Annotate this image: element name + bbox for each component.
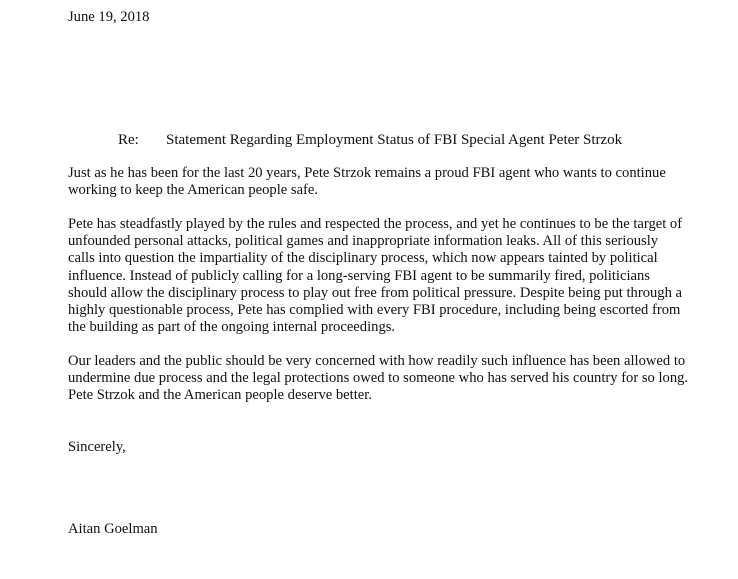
- paragraph-line: should allow the disciplinary process to play out free from political pressure. Despite being put through a: [68, 284, 683, 301]
- re-label: Re:: [118, 132, 139, 148]
- paragraph-line: Pete has steadfastly played by the rules and respected the process, and yet he continues to be the target of: [68, 216, 683, 232]
- paragraph-line: unfounded personal attacks, political games and inappropriate information leaks. All of this seriously: [68, 233, 659, 250]
- subject-text: Statement Regarding Employment Status of FBI Special Agent Peter Strzok: [166, 132, 623, 148]
- closing: Sincerely,: [68, 439, 126, 455]
- paragraph-line: influence. Instead of publicly calling for a long-serving FBI agent to be summarily fired, politicians: [68, 267, 650, 284]
- paragraph-line: working to keep the American people safe.: [68, 182, 319, 199]
- paragraph-line: undermine due process and the legal protections owed to someone who has served his country for so long.: [68, 370, 689, 387]
- paragraph-line: highly questionable process, Pete has complied with every FBI procedure, including being escorted from: [68, 302, 681, 319]
- paragraph-3: [68, 353, 730, 405]
- paragraph-1: [68, 165, 730, 199]
- paragraph-line: Our leaders and the public should be very concerned with how readily such influence has been allowed to: [68, 353, 686, 369]
- paragraph-line: Just as he has been for the last 20 years, Pete Strzok remains a proud FBI agent who wants to continue: [68, 165, 666, 181]
- paragraph-line: Pete Strzok and the American people deserve better.: [68, 387, 372, 404]
- paragraph-line: the building as part of the ongoing internal proceedings.: [68, 319, 396, 336]
- paragraph-2: [68, 216, 730, 336]
- subject-line: [118, 131, 622, 149]
- letter-date: June 19, 2018: [68, 9, 150, 25]
- signatory-name: Aitan Goelman: [68, 521, 158, 537]
- paragraph-line: calls into question the impartiality of the disciplinary process, which now appears tainted by political: [68, 250, 658, 267]
